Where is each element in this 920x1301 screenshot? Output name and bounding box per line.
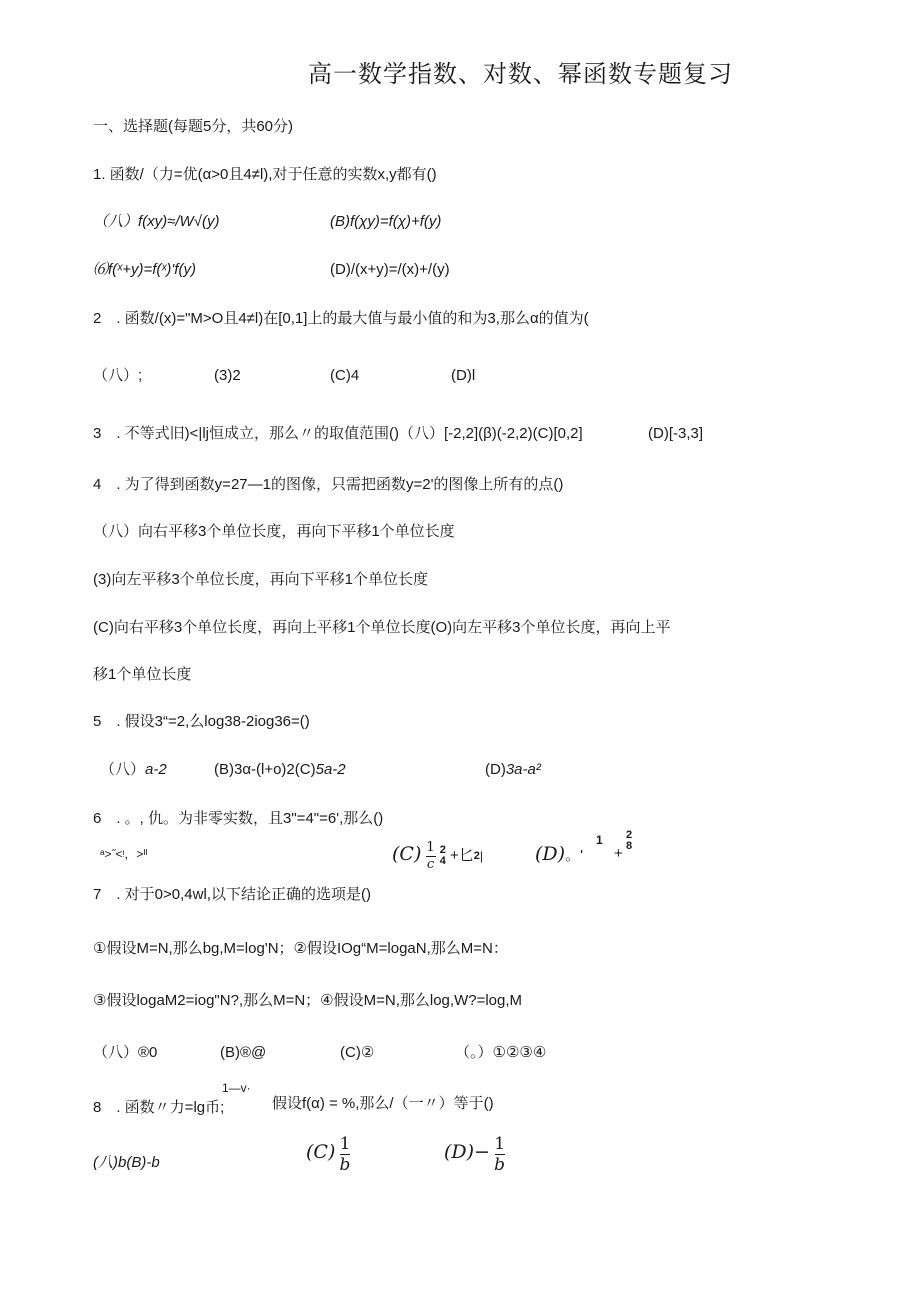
question-5-option-a-value: a-2 <box>145 761 167 778</box>
question-7-statement-line-2: ③假设logaM2=iog"N?,那么M=N；④假设M=N,那么log,W?=log,M <box>93 992 523 1009</box>
question-4-option-c: (C)向右平移3个单位长度，再向上平移1个单位长度(O)向左平移3个单位长度，再向上平 <box>93 619 671 636</box>
question-8-option-d-label: (D)− <box>444 1141 490 1163</box>
question-6-option-c-label: (C) <box>392 843 422 865</box>
question-5-option-d <box>485 760 541 780</box>
question-7-option-b: (B)®@ <box>220 1044 267 1061</box>
question-8-options-a-b: (八)b(B)-b <box>93 1154 160 1171</box>
question-5-option-d-label: (D) <box>485 761 506 778</box>
question-5-option-b-text: (B)3α-(l+o)2(C) <box>214 761 316 778</box>
question-1-option-c: ⑹f(ˣ+y)=f(ˣ)'f(y) <box>93 261 196 278</box>
stack-digit: 2 <box>626 829 633 841</box>
question-7-stem: 7 . 对于0>0,4wl,以下结论正确的选项是() <box>93 886 371 903</box>
section-heading: 一、选择题(每题5分，共60分) <box>93 118 294 135</box>
question-6-option-c-stack <box>440 845 446 867</box>
question-8-option-c-fraction <box>340 1135 351 1174</box>
question-8-option-c-label: (C) <box>306 1141 336 1163</box>
question-2-option-a: （八）; <box>93 367 143 384</box>
question-3-option-d: (D)[-3,3] <box>648 425 704 442</box>
question-8-option-c-denominator: b <box>339 1154 351 1175</box>
question-4-option-b: (3)向左平移3个单位长度，再向下平移1个单位长度 <box>93 571 429 588</box>
question-6-stem: 6 . 。, 仇。为非零实数，且3"=4"=6',那么() <box>93 810 384 827</box>
question-5-option-c-value: 5a-2 <box>315 761 346 778</box>
question-1-option-b: (B)f(χy)=f(χ)+f(y) <box>330 213 442 230</box>
question-4-option-c-continued: 移1个单位长度 <box>93 666 192 683</box>
question-8-option-d-numerator: 1 <box>494 1133 506 1154</box>
question-6-option-c-plus: +匕 <box>450 847 474 864</box>
question-8-annotation: 1—v· <box>222 1081 251 1095</box>
question-6-option-c-denominator: c <box>426 856 435 872</box>
question-7-option-d: （。）①②③④ <box>455 1044 547 1061</box>
question-6-option-d-plus: + <box>614 845 623 862</box>
question-8-option-c <box>306 1130 350 1174</box>
question-8-option-d-denominator: b <box>494 1154 506 1175</box>
stack-digit: 2 <box>439 844 446 857</box>
question-5-option-a <box>100 760 167 780</box>
question-5-option-d-value: 3a-a² <box>505 761 541 778</box>
question-8-stem: 8 . 函数〃力=lg币; <box>93 1099 225 1116</box>
question-8-option-c-numerator: 1 <box>339 1133 351 1154</box>
stack-digit: 4 <box>439 855 446 868</box>
question-6-option-c-numerator: 1 <box>426 839 435 855</box>
page-title: 高一数学指数、对数、幂函数专题复习 <box>308 61 733 88</box>
question-6-option-c <box>392 834 483 874</box>
question-4-stem: 4 . 为了得到函数y=27—1的图像，只需把函数y=2'的图像上所有的点() <box>93 476 564 493</box>
question-6-option-d-tail: 。' <box>565 847 583 864</box>
question-7-option-a: （八）®0 <box>93 1044 158 1061</box>
question-5-option-a-label: （八） <box>100 761 146 778</box>
question-1-stem: 1. 函数/（力=优(α>0且4≠l),对于任意的实数x,y都有() <box>93 166 437 183</box>
question-7-statement-line-1: ①假设M=N,那么bg,M=log'N；②假设IOg“M=logaN,那么M=N： <box>93 940 508 957</box>
question-8-condition: 假设f(α) = %,那么/（一〃）等于() <box>272 1095 494 1112</box>
stack-digit: 2 <box>473 849 480 862</box>
question-2-option-d: (D)l <box>451 367 476 384</box>
question-6-option-d-stack <box>626 830 632 852</box>
question-6-option-c-fraction <box>426 841 436 872</box>
stack-digit: 8 <box>626 840 633 852</box>
question-1-option-d: (D)/(x+y)=/(x)+/(y) <box>330 261 450 278</box>
question-2-option-c: (C)4 <box>330 367 360 384</box>
question-7-option-c: (C)② <box>340 1044 375 1061</box>
question-2-option-b: (3)2 <box>214 367 241 384</box>
question-8-option-d <box>444 1130 505 1174</box>
question-5-stem: 5 . 假设3“=2,么log38-2iog36=() <box>93 713 310 730</box>
question-6-option-d-label: (D) <box>535 843 566 865</box>
question-2-stem: 2 . 函数/(x)="M>O且4≠l)在[0,1]上的最大值与最小值的和为3,那么α的值为( <box>93 310 589 327</box>
question-1-option-a: （八）f(xy)≈/W√(y) <box>93 213 220 230</box>
question-8-option-d-fraction <box>494 1135 505 1174</box>
question-6-option-c-tail: | <box>479 849 484 863</box>
stack <box>626 830 632 852</box>
question-6-option-d <box>535 834 583 874</box>
question-6-option-d-one: 1 <box>596 833 603 847</box>
question-5-option-b-c <box>214 760 346 780</box>
question-6-options-a-b: ᵃ>˝<ᵎ，>ᴵᴵ <box>100 847 148 861</box>
question-3-stem: 3 . 不等式旧)<|lj恒成立，那么〃的取值范围()（八）[-2,2](β)(-2,2)(C)[0,2] <box>93 425 583 442</box>
question-4-option-a: （八）向右平移3个单位长度，再向下平移1个单位长度 <box>93 523 455 540</box>
